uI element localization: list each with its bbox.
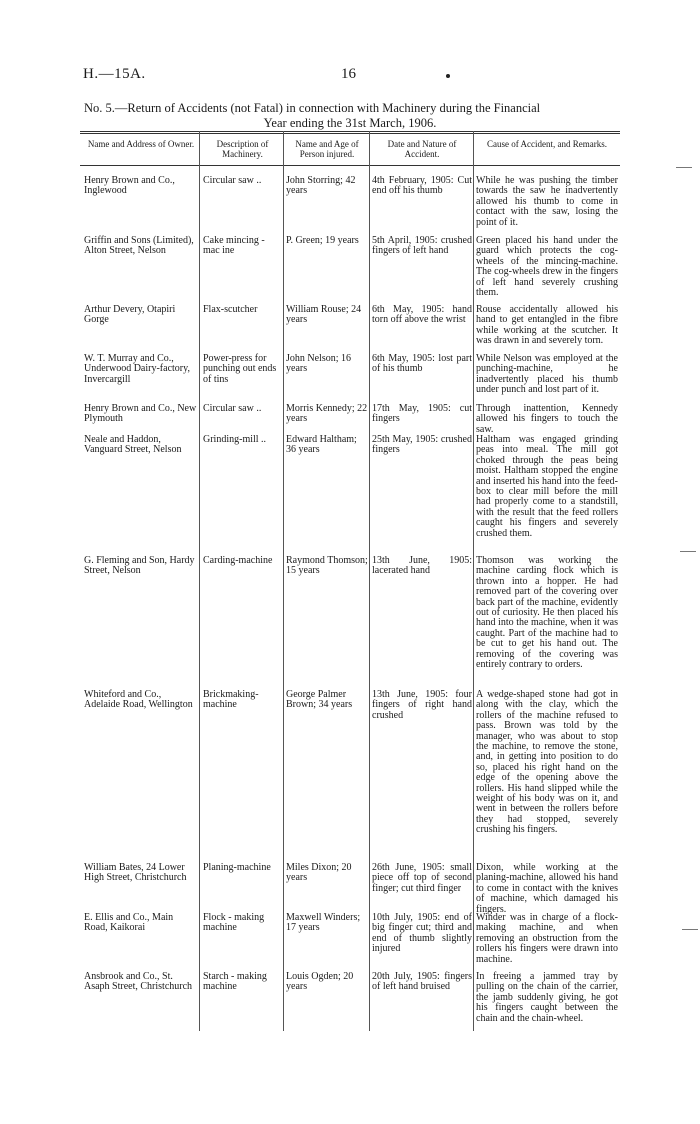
date-nature-cell: 4th February, 1905: Cut end off his thumb — [372, 175, 472, 197]
date-nature-cell: 6th May, 1905: lost part of his thumb — [372, 353, 472, 375]
machinery-cell: Grinding-mill .. — [203, 434, 267, 445]
date-nature-cell: 26th June, 1905: small piece off top of second finger; cut third finger — [372, 862, 472, 894]
cause-cell: Through inattention, Kennedy allowed his fingers to touch the saw. — [476, 403, 618, 435]
date-nature-cell: 17th May, 1905: cut fingers — [372, 403, 472, 425]
date-nature-cell: 13th June, 1905: lacerated hand — [372, 555, 472, 577]
column-header-person: Name and Age of Person injured. — [295, 139, 359, 159]
cause-cell: Green placed his hand under the guard which protects the cog-wheels of the mincing-machine. The cog-wheels drew in the fingers of left hand severely crushing them. — [476, 235, 618, 299]
date-nature-cell: 25th May, 1905: crushed fingers — [372, 434, 472, 456]
table-title-line-1: No. 5.—Return of Accidents (not Fatal) in connection with Machinery during the Financial — [84, 101, 541, 115]
machinery-cell: Brickmaking-machine — [203, 689, 259, 711]
cause-cell: Thomson was working the machine carding flock which is thrown into a hopper. He had removed part of the covering over back part of the machine, evidently out of curiosity. He then placed his hand into the machine, when it was caught. Part of the machine had to be cut to get his hand out. The removing of the covering was entirely contrary to orders. — [476, 555, 618, 671]
owner-cell: Henry Brown and Co., New Plymouth — [84, 403, 197, 425]
column-header-owner: Name and Address of Owner. — [87, 139, 195, 149]
cause-cell: While he was pushing the timber towards the saw he inadvertently allowed his thumb to come in contact with the saw, losing the point of it. — [476, 175, 618, 228]
person-cell: Raymond Thomson; 15 years — [286, 555, 368, 577]
owner-cell: Whiteford and Co., Adelaide Road, Wellington — [84, 689, 193, 711]
date-nature-cell: 20th July, 1905: fingers of left hand bruised — [372, 971, 472, 993]
date-nature-cell: 13th June, 1905: four fingers of right hand crushed — [372, 689, 472, 721]
owner-cell: Arthur Devery, Otapiri Gorge — [84, 304, 176, 326]
machinery-cell: Carding-machine — [203, 555, 273, 566]
scan-artifact — [676, 167, 692, 168]
cause-cell: Haltham was engaged grinding peas into meal. The mill got choked through the peas being moist. Haltham stopped the engine and inserted his hand into the feed-box to clear mill before the mill had properly come to a standstill, with the result that the feed rollers caught his fingers and severely crushed them. — [476, 434, 618, 539]
date-nature-cell: 10th July, 1905: end of big finger cut; third and end of thumb slightly injured — [372, 912, 472, 955]
person-cell: John Nelson; 16 years — [286, 353, 351, 375]
owner-cell: Griffin and Sons (Limited), Alton Street, Nelson — [84, 235, 194, 257]
ink-dot — [446, 74, 450, 78]
cause-cell: While Nelson was employed at the punching-machine, he inadvertently placed his thumb under punch and lost part of it. — [476, 353, 618, 396]
column-header-machinery: Description of Machinery. — [216, 139, 269, 159]
cause-cell: Dixon, while working at the planing-machine, allowed his hand to come in contact with the knives of machine, which damaged his fingers. — [476, 862, 618, 915]
person-cell: Louis Ogden; 20 years — [286, 971, 354, 993]
machinery-cell: Flax-scutcher — [203, 304, 258, 315]
paper-reference: H.—15A. — [83, 66, 146, 82]
machinery-cell: Power-press for punching out ends of tins — [203, 353, 277, 385]
table-title-line-2: Year ending the 31st March, 1906. — [263, 116, 437, 130]
column-divider — [473, 131, 474, 1031]
date-nature-cell: 5th April, 1905: crushed fingers of left hand — [372, 235, 472, 257]
owner-cell: W. T. Murray and Co., Underwood Dairy-factory, Invercargill — [84, 353, 190, 385]
owner-cell: E. Ellis and Co., Main Road, Kaikorai — [84, 912, 174, 934]
person-cell: Maxwell Winders; 17 years — [286, 912, 361, 934]
machinery-cell: Flock - making machine — [203, 912, 265, 934]
machinery-cell: Starch - making machine — [203, 971, 267, 993]
cause-cell: In freeing a jammed tray by pulling on the chain of the carrier, the jamb suddenly giving, he got his fingers caught between the chain and the chain-wheel. — [476, 971, 618, 1024]
scan-artifact — [680, 551, 696, 552]
owner-cell: G. Fleming and Son, Hardy Street, Nelson — [84, 555, 195, 577]
table-top-rule-double — [80, 133, 620, 134]
table-title — [84, 101, 616, 131]
person-cell: George Palmer Brown; 34 years — [286, 689, 353, 711]
machinery-cell: Planing-machine — [203, 862, 271, 873]
person-cell: Edward Haltham; 36 years — [286, 434, 357, 456]
person-cell: Miles Dixon; 20 years — [286, 862, 352, 884]
person-cell: John Storring; 42 years — [286, 175, 356, 197]
column-divider — [369, 131, 370, 1031]
machinery-cell: Cake mincing - mac ine — [203, 235, 265, 257]
person-cell: P. Green; 19 years — [286, 235, 359, 246]
date-nature-cell: 6th May, 1905: hand torn off above the wrist — [372, 304, 472, 326]
column-header-cause: Cause of Accident, and Remarks. — [487, 139, 607, 149]
cause-cell: Rouse accidentally allowed his hand to get entangled in the fibre while working at the scutcher. It was drawn in and severely torn. — [476, 304, 618, 347]
owner-cell: Neale and Haddon, Vanguard Street, Nelson — [84, 434, 182, 456]
header-bottom-rule — [80, 165, 620, 166]
scan-artifact — [682, 929, 698, 930]
person-cell: Morris Kennedy; 22 years — [286, 403, 368, 425]
column-divider — [283, 131, 284, 1031]
column-divider — [199, 131, 200, 1031]
cause-cell: A wedge-shaped stone had got in along with the clay, which the rollers of the machine refused to pass. Brown was told by the manager, who was about to stop the machine, to remove the stone, and, in getting into position to do so, placed his right hand on the edge of the opening above the rollers. His hand slipped while the weight of his body was on it, and went in between the rollers before they had stopped, severely crushing his fingers. — [476, 689, 618, 836]
person-cell: William Rouse; 24 years — [286, 304, 362, 326]
page-number: 16 — [341, 66, 356, 82]
owner-cell: William Bates, 24 Lower High Street, Christchurch — [84, 862, 187, 884]
table-top-rule — [80, 131, 620, 132]
owner-cell: Ansbrook and Co., St. Asaph Street, Christchurch — [84, 971, 193, 993]
machinery-cell: Circular saw .. — [203, 175, 262, 186]
column-header-date: Date and Nature of Accident. — [387, 139, 457, 159]
cause-cell: Winder was in charge of a flock-making machine, and when removing an obstruction from the rollers his fingers were drawn into machine. — [476, 912, 618, 965]
machinery-cell: Circular saw .. — [203, 403, 262, 414]
owner-cell: Henry Brown and Co., Inglewood — [84, 175, 175, 197]
